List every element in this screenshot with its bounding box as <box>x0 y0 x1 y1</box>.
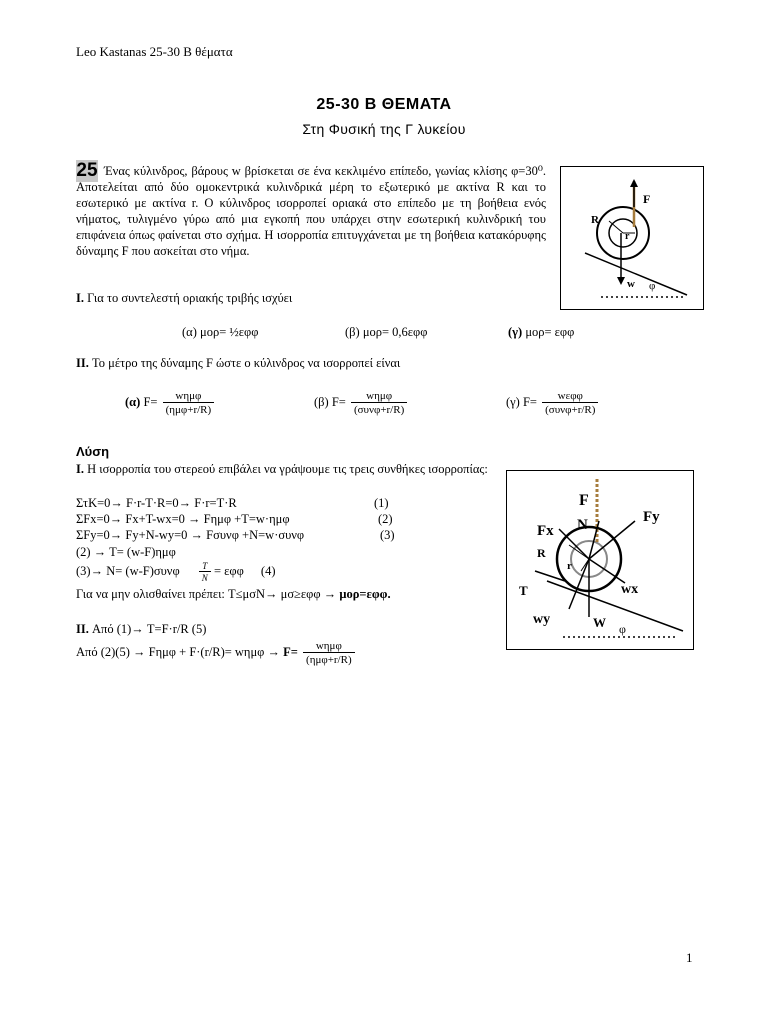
question-1-text: Για το συντελεστή οριακής τριβής ισχύει <box>87 291 293 305</box>
q2-option-c <box>506 390 598 416</box>
question-2-text: Το μέτρο της δύναμης F ώστε ο κύλινδρος να ισορροπεί είναι <box>91 356 401 370</box>
q1-option-c <box>508 325 574 340</box>
question-1 <box>76 291 292 306</box>
solution-intro-label: I. <box>76 462 84 476</box>
part-2-label: II. <box>76 622 89 636</box>
equation-5-numerator: T <box>202 561 208 571</box>
equation-3-tag: (3) <box>380 528 395 542</box>
page-number: 1 <box>686 950 693 965</box>
solution-intro-text: Η ισορροπία του στερεού επιβάλει να γράψουμε τις τρεις συνθήκες ισορροπίας: <box>87 462 488 476</box>
q2-option-a-label: (α) <box>125 394 141 409</box>
final-equation-lhs: F= <box>283 644 298 659</box>
figure-2-diagram <box>507 471 693 649</box>
question-2 <box>76 356 400 371</box>
label-T: T <box>519 583 528 598</box>
page-subtitle: Στη Φυσική της Γ λυκείου <box>302 121 466 137</box>
label-F: F <box>643 192 651 206</box>
q2-option-a <box>125 390 214 416</box>
equation-3: ΣFy=0→ Fy+N-wy=0 → Fσυνφ +N=w·συνφ <box>76 528 305 542</box>
label-Fx: Fx <box>537 523 554 539</box>
running-header: Leo Kastanas 25-30 Β θέματα <box>76 44 233 59</box>
q2-option-a-lhs: F= <box>143 394 158 409</box>
equation-5-rhs: = εφφ <box>213 563 244 578</box>
figure-2 <box>506 470 694 650</box>
q2-option-b-denominator: (συνφ+r/R) <box>351 402 407 416</box>
label-phi: φ <box>649 280 656 292</box>
label-wy: wy <box>533 612 551 627</box>
q2-option-b-lhs: F= <box>331 394 346 409</box>
q2-option-b <box>314 390 407 416</box>
q1-option-a-text: μορ= ½εφφ <box>200 325 259 339</box>
page-title: 25-30 Β ΘΕΜΑΤΑ <box>316 96 452 113</box>
label-F: F <box>579 492 589 509</box>
label-R: R <box>537 546 546 560</box>
equation-5-tag: (4) <box>260 563 276 578</box>
q1-option-b <box>345 325 427 340</box>
q2-option-c-numerator: wεφφ <box>557 390 583 402</box>
label-Fy: Fy <box>643 509 660 525</box>
solution-heading: Λύση <box>76 444 110 459</box>
final-equation-text: Από (2)(5) → Fημφ + F·(r/R)= wημφ → <box>76 644 281 659</box>
label-r: r <box>625 231 630 242</box>
weight-arrowhead <box>617 277 625 285</box>
q2-option-b-label: (β) <box>314 394 329 409</box>
part-2-line <box>76 622 206 637</box>
problem-number: 25 <box>76 160 98 181</box>
label-r: r <box>567 560 572 572</box>
q2-option-a-denominator: (ημφ+r/R) <box>163 402 215 416</box>
force-F-arrowhead <box>630 179 638 187</box>
final-equation <box>76 640 355 666</box>
q2-option-c-fraction <box>542 390 598 416</box>
figure-1-diagram <box>561 167 703 309</box>
incline-line <box>585 253 687 295</box>
q2-option-a-fraction <box>163 390 215 416</box>
q2-option-c-label: (γ) <box>506 394 520 409</box>
label-w: w <box>627 278 635 290</box>
q2-option-b-numerator: wημφ <box>366 390 393 402</box>
problem-statement: Ένας κύλινδρος, βάρους w βρίσκεται σε ένα κεκλιμένο επίπεδο, γωνίας κλίσης φ=30⁰. Αποτελείται από δύο ομοκεντρικά κυλινδρικά μέρη το εξωτερικό με ακτίνα R και το εσωτερικό με ακτίνα r. Ο κύλινδρος ισορροπεί οριακά στο επίπεδο με τη βοήθεια ενός νήματος, τυλιγμένο γύρω από μια εγκοπή που υπάρχει στην εσωτερική κυλινδρική του επιφάνεια όπως φαίνεται στο σχήμα. Η ισορροπία επιτυγχάνεται με τη βοήθεια κατακόρυφης δύναμης F που ασκείται στο νήμα. <box>76 164 546 258</box>
q1-option-c-label: (γ) <box>508 325 523 339</box>
equation-4: (2) → T= (w-F)ημφ <box>76 545 176 559</box>
label-phi: φ <box>619 622 626 636</box>
q2-option-b-fraction <box>351 390 407 416</box>
q2-option-c-denominator: (συνφ+r/R) <box>542 402 598 416</box>
conclusion-text: Για να μην ολισθαίνει πρέπει: T≤μσN→ μσ≥εφφ → <box>76 587 337 601</box>
q1-option-a-label: (α) <box>182 325 197 339</box>
equation-5-fraction <box>199 561 211 583</box>
label-W: W <box>593 615 606 630</box>
equation-5 <box>76 561 276 583</box>
equation-1: ΣτK=0→ F·r-T·R=0→ F·r=T·R <box>76 496 237 510</box>
q2-option-a-numerator: wημφ <box>175 390 202 402</box>
part-2-text: Από (1)→ T=F·r/R (5) <box>91 622 207 636</box>
label-wx: wx <box>621 582 639 597</box>
figure-1 <box>560 166 704 310</box>
final-equation-numerator: wημφ <box>315 640 342 652</box>
conclusion-line <box>76 587 391 602</box>
q1-option-b-text: μορ= 0,6εφφ <box>362 325 428 339</box>
q2-option-c-lhs: F= <box>522 394 537 409</box>
final-equation-fraction <box>303 640 355 666</box>
question-1-label: I. <box>76 291 84 305</box>
equation-2: ΣFx=0→ Fx+T-wx=0 → Fημφ +T=w·ημφ <box>76 512 290 526</box>
q1-option-c-text: μορ= εφφ <box>525 325 575 339</box>
question-2-label: II. <box>76 356 89 370</box>
equation-5-denominator: N <box>199 571 211 583</box>
label-R: R <box>591 214 599 226</box>
equation-2-tag: (2) <box>378 512 393 526</box>
equation-1-tag: (1) <box>374 496 389 510</box>
solution-intro <box>76 462 504 478</box>
q1-option-b-label: (β) <box>345 325 360 339</box>
conclusion-result: μορ=εφφ. <box>339 587 391 601</box>
q1-option-a <box>182 325 258 340</box>
final-equation-denominator: (ημφ+r/R) <box>303 652 355 666</box>
equation-5-text: (3)→ N= (w-F)συνφ <box>76 563 180 578</box>
label-N: N <box>577 517 588 533</box>
incline-line <box>547 581 683 631</box>
force-Fx-arrow <box>559 529 589 559</box>
